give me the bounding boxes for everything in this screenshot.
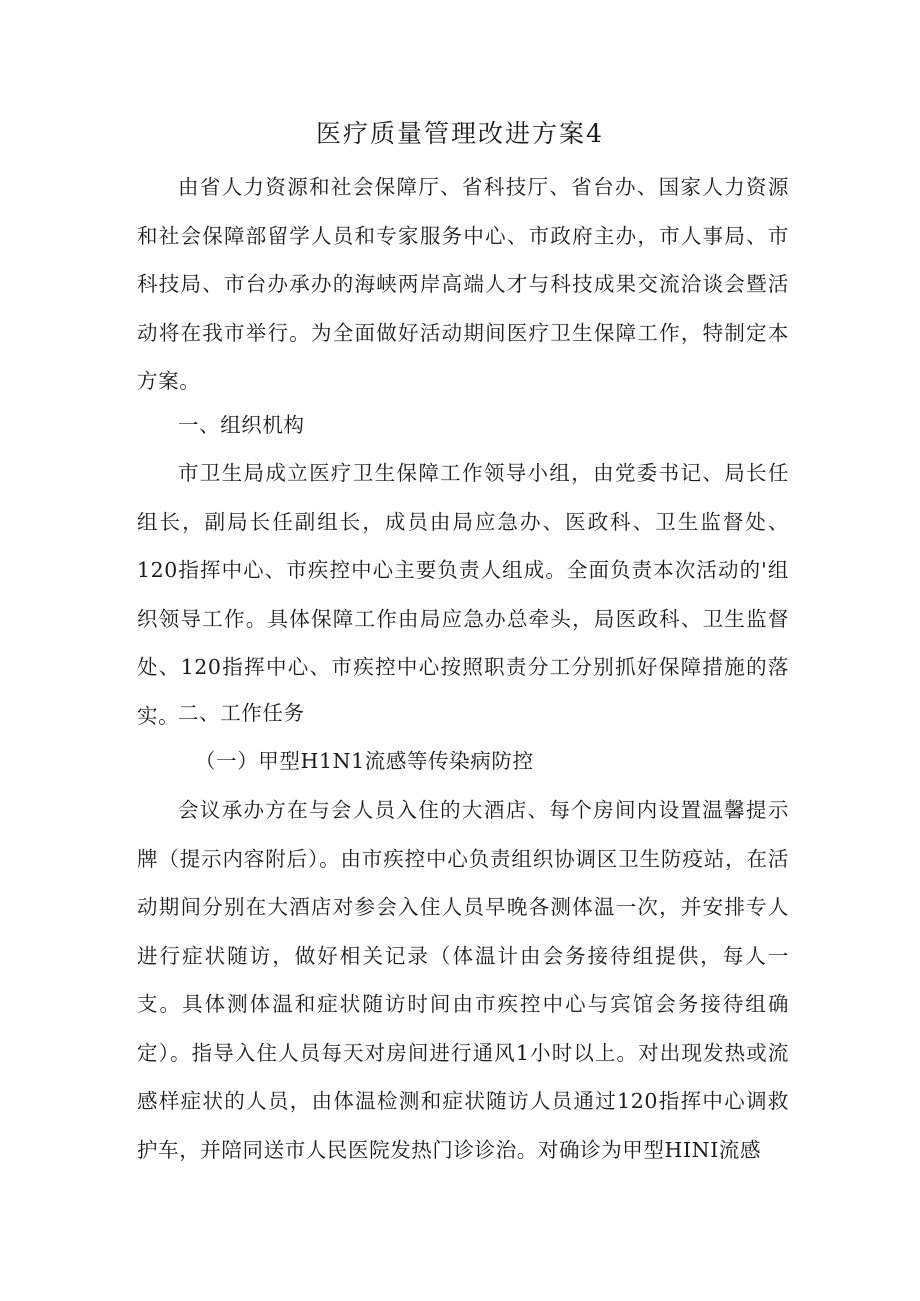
document-title: 医疗质量管理改进方案4 bbox=[316, 119, 604, 148]
subsection-heading-flu-prevention: （一）甲型H1N1流感等传染病防控 bbox=[195, 749, 534, 773]
section-heading-organization: 一、组织机构 bbox=[178, 413, 305, 437]
organization-paragraph: 市卫生局成立医疗卫生保障工作领导小组，由党委书记、局长任组长，副局长任副组长，成员由局应急办、医政科、卫生监督处、120指挥中心、市疾控中心主要负责人组成。全面负责本次活动的'组织领导工作。具体保障工作由局应急办总牵头，局医政科、卫生监督处、120指挥中心、市疾控中心按照职责分工分别抓好保障措施的落实。 bbox=[137, 461, 789, 728]
flu-prevention-paragraph: 会议承办方在与会人员入住的大酒店、每个房间内设置温馨提示牌（提示内容附后）。由市疾控中心负责组织协调区卫生防疫站，在活动期间分别在大酒店对参会入住人员早晚各测体温一次，并安排专人进行症状随访，做好相关记录（体温计由会务接待组提供，每人一支。具体测体温和症状随访时间由市疾控中心与宾馆会务接待组确定）。指导入住人员每天对房间进行通风1小时以上。对出现发热或流感样症状的人员，由体温检测和症状随访人员通过120指挥中心调救护车，并陪同送市人民医院发热门诊诊治。对确诊为甲型HINI流感 bbox=[137, 798, 789, 1162]
section-heading-tasks: 二、工作任务 bbox=[178, 701, 305, 725]
intro-paragraph: 由省人力资源和社会保障厅、省科技厅、省台办、国家人力资源和社会保障部留学人员和专家服务中心、市政府主办，市人事局、市科技局、市台办承办的海峡两岸高端人才与科技成果交流洽谈会暨活动将在我市举行。为全面做好活动期间医疗卫生保障工作，特制定本方案。 bbox=[137, 175, 789, 393]
